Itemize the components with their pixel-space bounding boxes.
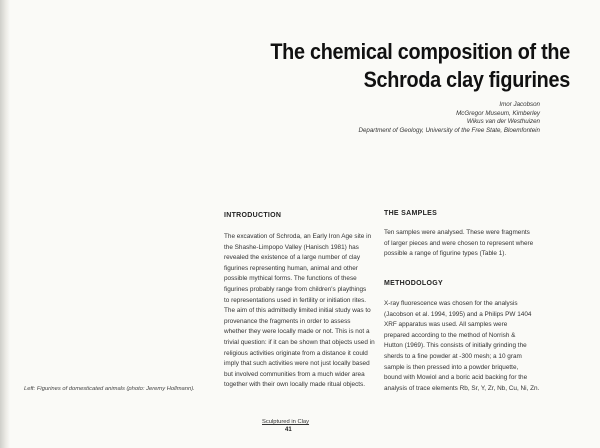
footer-source-title: Sculptured in Clay xyxy=(262,419,310,425)
page-number: 41 xyxy=(285,427,292,433)
author-affiliation-2: Department of Geology, University of the Free State, Bloemfontein xyxy=(358,126,540,134)
method-line: sample is then pressed into a powder briquette, xyxy=(384,363,519,371)
article-title xyxy=(210,38,570,94)
method-line: bound with Mowiol and a boric acid backing for the xyxy=(384,374,528,382)
samples-line: Ten samples were analysed. These were fragments xyxy=(384,229,530,236)
intro-line: revealed the existence of a large number of clay xyxy=(224,254,361,262)
author-name: Imor Jacobson xyxy=(499,101,540,108)
intro-line: whether they were locally made or not. This is not a xyxy=(224,328,370,336)
method-line: XRF apparatus was used. All samples were xyxy=(384,321,508,329)
intro-line: to representations used in fertility or initiation rites. xyxy=(224,296,367,304)
intro-line: The aim of this admittedly limited initial study was to xyxy=(224,307,371,315)
author-affiliation-1: McGregor Museum, Kimberley xyxy=(456,109,540,117)
intro-line: figurines probably range from children's playthings xyxy=(224,285,367,293)
method-line: Hutton (1969). This consists of initially grinding the xyxy=(384,342,527,350)
samples-line: of larger pieces and were chosen to represent where xyxy=(384,239,534,247)
scan-edge-shadow xyxy=(0,0,10,448)
intro-line: trivial question: if it can be shown that objects used in xyxy=(224,338,375,346)
samples-text xyxy=(384,228,564,260)
method-line: sherds to a fine powder at -300 mesh; a 10 gram xyxy=(384,352,522,360)
author-block xyxy=(220,101,540,135)
title-line-1: The chemical composition of the xyxy=(270,39,570,64)
title-line-2: Schroda clay figurines xyxy=(363,67,570,92)
figure-caption: Left: Figurines of domesticated animals (photo: Jeremy Hollmann). xyxy=(24,386,195,392)
methodology-text xyxy=(384,299,564,394)
method-line: X-ray fluorescence was chosen for the analysis xyxy=(384,300,518,307)
intro-line: provenance the fragments in order to assess xyxy=(224,317,351,325)
method-line: prepared according to the method of Norrish & xyxy=(384,331,516,339)
introduction-text xyxy=(224,232,374,391)
intro-line: together with their own locally made ritual objects. xyxy=(224,381,366,389)
intro-line: figurines representing human, animal and other xyxy=(224,264,358,272)
intro-line: religious activities originate from a distance it could xyxy=(224,349,368,357)
author-name-2: Wikus van der Westhuizen xyxy=(466,118,540,126)
intro-line: imply that such activities were not just locally based xyxy=(224,360,370,368)
intro-line: The excavation of Schroda, an Early Iron Age site in xyxy=(224,233,372,240)
samples-heading: THE SAMPLES xyxy=(384,210,438,217)
introduction-heading: INTRODUCTION xyxy=(224,212,282,219)
methodology-heading: METHODOLOGY xyxy=(384,280,443,287)
method-line: analysis of trace elements Rb, Sr, Y, Zr, Nb, Cu, Ni, Zn. xyxy=(384,384,540,392)
method-line: (Jacobson et al. 1994, 1995) and a Philips PW 1404 xyxy=(384,310,532,318)
intro-line: possible mythical forms. The functions of these xyxy=(224,275,357,283)
intro-line: but involved communities from a much wider area xyxy=(224,370,365,378)
intro-line: the Shashe-Limpopo Valley (Hanisch 1981) has xyxy=(224,243,359,251)
samples-line: possible a range of figurine types (Table 1). xyxy=(384,250,507,258)
